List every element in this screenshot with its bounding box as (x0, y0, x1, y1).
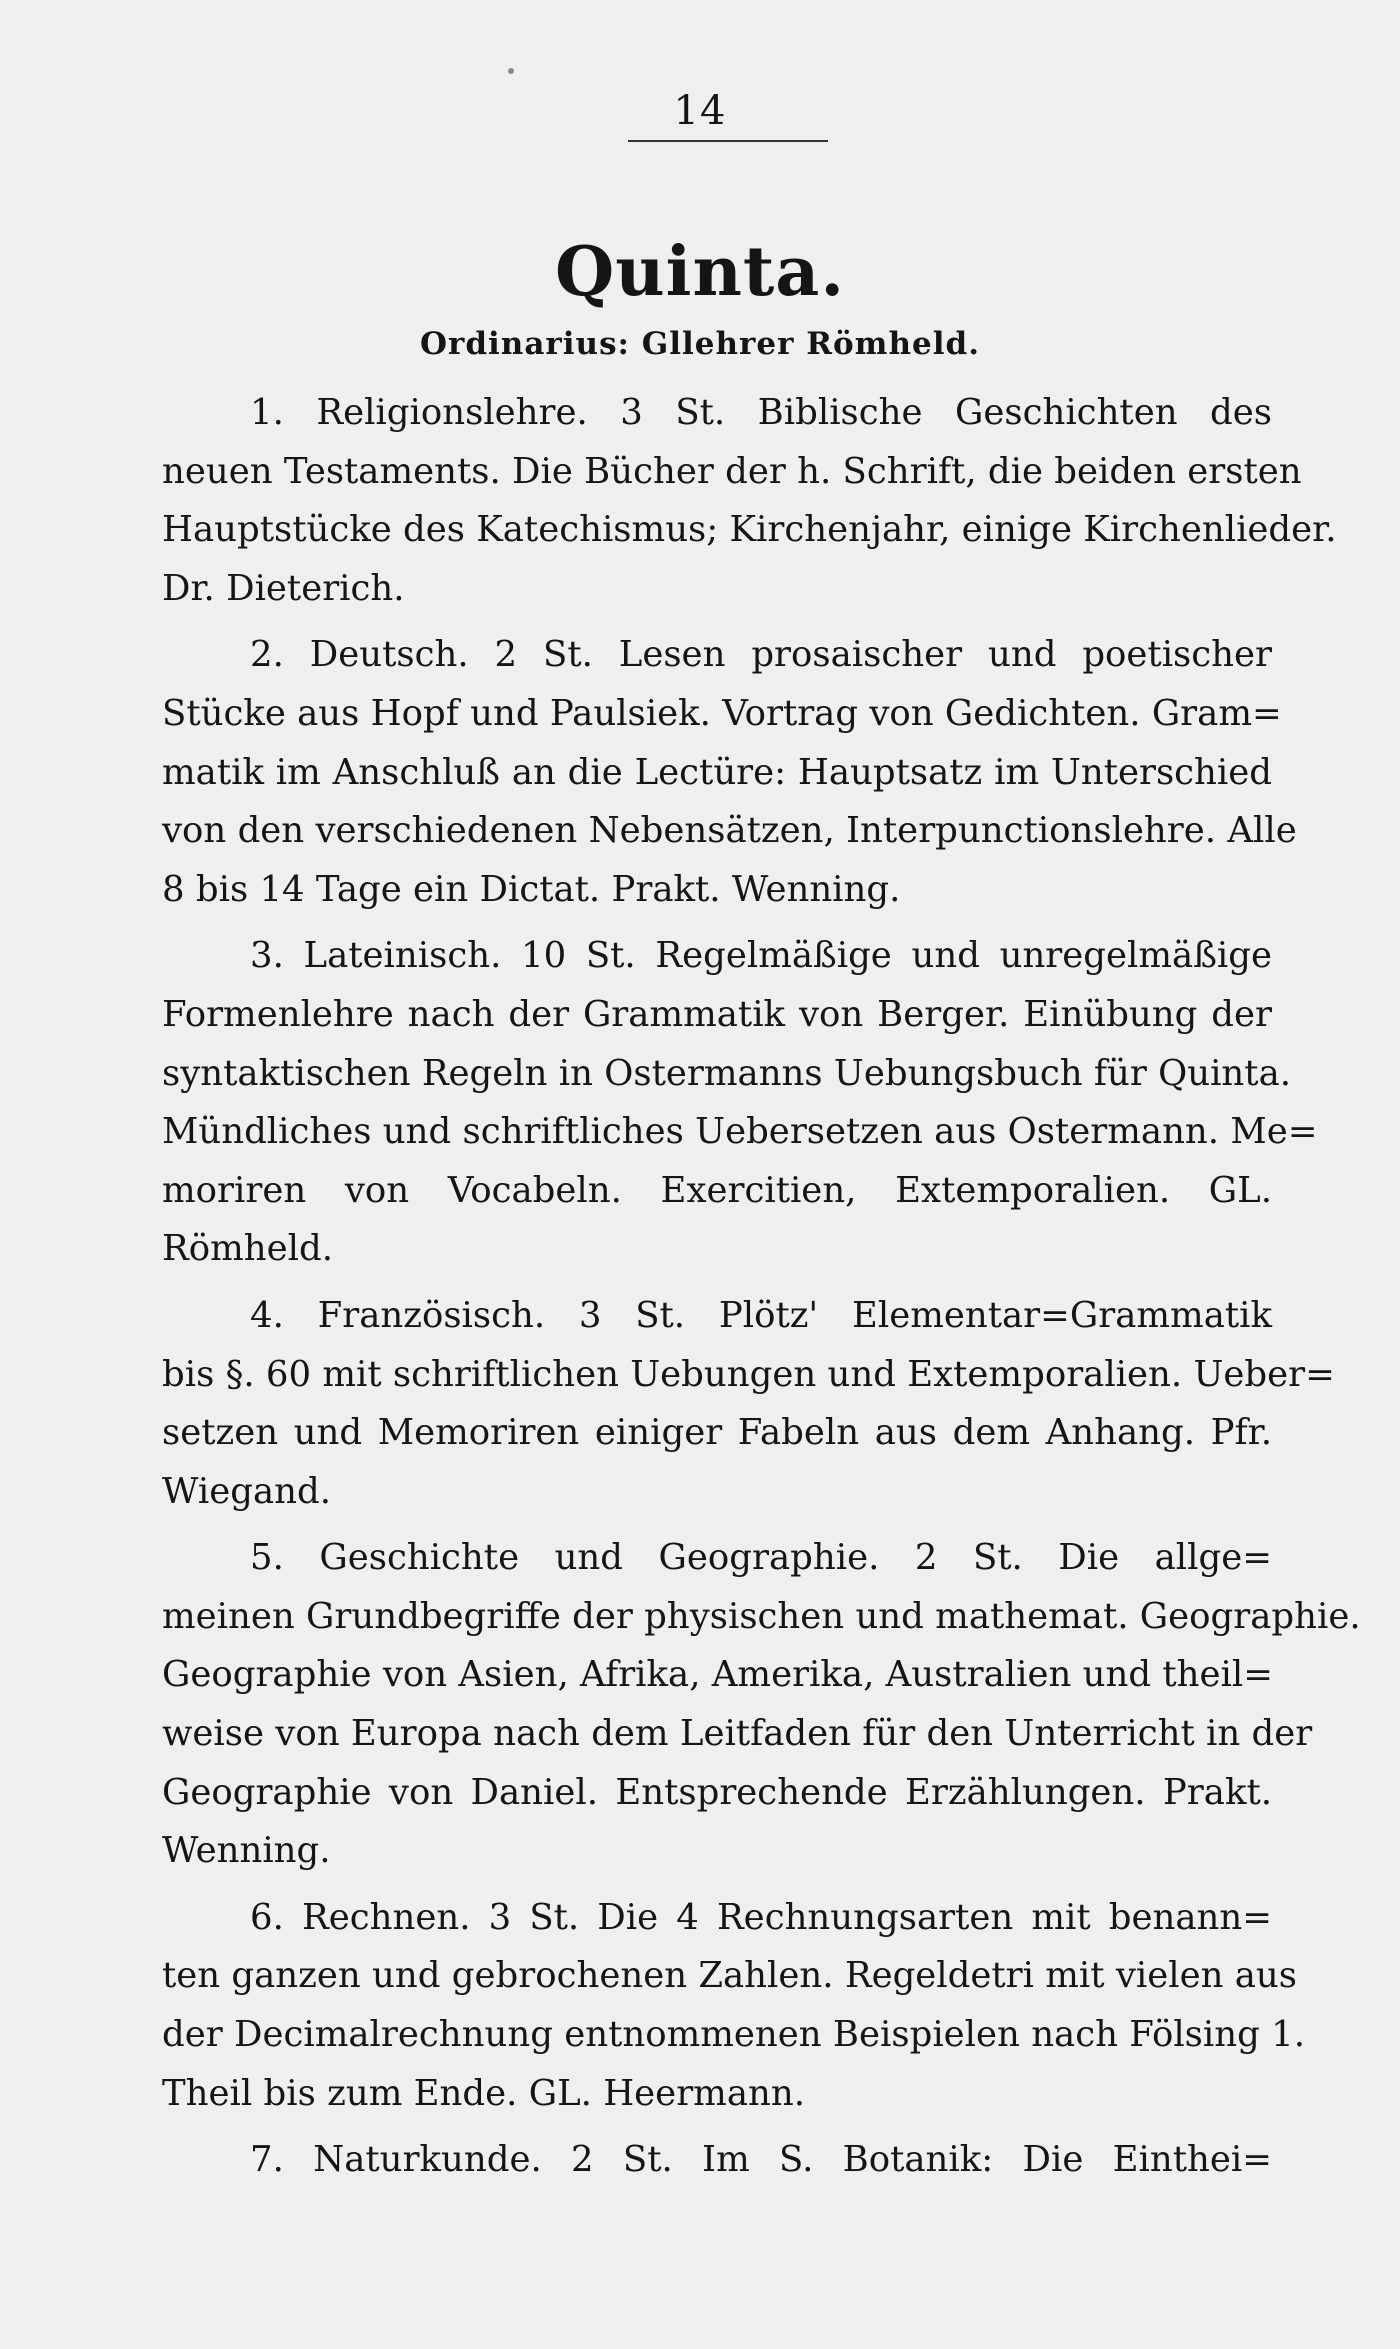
text-line: matik im Anschluß an die Lectüre: Hauptsatz im Unterschied (162, 751, 1272, 793)
subject-lateinisch (162, 927, 1318, 1279)
text-line: Theil bis zum Ende. GL. Heermann. (162, 2072, 806, 2114)
text-line: Dr. Dieterich. (162, 567, 405, 609)
text-line: Geographie von Daniel. Entsprechende Erzählungen. Prakt. (162, 1771, 1272, 1813)
text-line: Römheld. (162, 1228, 333, 1270)
text-line: 2. Deutsch. 2 St. Lesen prosaischer und poetischer (250, 634, 1272, 676)
text-line: weise von Europa nach dem Leitfaden für den Unterricht in der (162, 1713, 1313, 1755)
text-line: setzen und Memoriren einiger Fabeln aus dem Anhang. Pfr. (162, 1412, 1272, 1454)
text-line: Formenlehre nach der Grammatik von Berger. Einübung der (162, 993, 1272, 1035)
subject-franzoesisch (162, 1287, 1335, 1521)
ordinarius-line: Ordinarius: Gllehrer Römheld. (420, 326, 980, 362)
class-heading: Quinta. (554, 232, 846, 312)
text-line: bis §. 60 mit schriftlichen Uebungen und Extemporalien. Ueber= (162, 1353, 1335, 1395)
subject-deutsch (162, 626, 1297, 919)
text-line: Wiegand. (162, 1470, 331, 1512)
text-line: ten ganzen und gebrochenen Zahlen. Regeldetri mit vielen aus (162, 1955, 1298, 1997)
text-line: der Decimalrechnung entnommenen Beispielen nach Fölsing 1. (162, 2014, 1305, 2056)
text-line: Hauptstücke des Katechismus; Kirchenjahr, einige Kirchenlieder. (162, 509, 1337, 551)
text-line: meinen Grundbegriffe der physischen und mathemat. Geographie. (162, 1595, 1361, 1637)
text-line: 5. Geschichte und Geographie. 2 St. Die allge= (250, 1537, 1272, 1579)
text-line: 4. Französisch. 3 St. Plötz' Elementar=Grammatik (250, 1294, 1272, 1336)
ink-speck (508, 68, 514, 74)
text-line: moriren von Vocabeln. Exercitien, Extemporalien. GL. (162, 1169, 1272, 1211)
text-line: Geographie von Asien, Afrika, Amerika, Australien und theil= (162, 1654, 1273, 1696)
page-number-rule (628, 140, 828, 142)
text-line: 7. Naturkunde. 2 St. Im S. Botanik: Die Einthei= (250, 2139, 1272, 2181)
page-number: 14 (673, 88, 727, 134)
text-line: 1. Religionslehre. 3 St. Biblische Geschichten des (250, 392, 1272, 433)
text-line: neuen Testaments. Die Bücher der h. Schrift, die beiden ersten (162, 450, 1302, 492)
text-line: Mündliches und schriftliches Uebersetzen aus Ostermann. Me= (162, 1111, 1318, 1153)
subject-religion (162, 384, 1337, 618)
text-line: Stücke aus Hopf und Paulsiek. Vortrag von Gedichten. Gram= (162, 692, 1282, 734)
text-line: 3. Lateinisch. 10 St. Regelmäßige und unregelmäßige (250, 935, 1272, 977)
subject-rechnen (162, 1889, 1305, 2123)
subject-list (162, 384, 1361, 2198)
subject-naturkunde (162, 2131, 1272, 2190)
text-line: 6. Rechnen. 3 St. Die 4 Rechnungsarten mit benann= (250, 1896, 1272, 1938)
text-line: 8 bis 14 Tage ein Dictat. Prakt. Wenning. (162, 868, 901, 910)
text-line: syntaktischen Regeln in Ostermanns Uebungsbuch für Quinta. (162, 1052, 1292, 1094)
subject-geschichte-geographie (162, 1529, 1361, 1881)
text-line: Wenning. (162, 1830, 331, 1872)
text-line: von den verschiedenen Nebensätzen, Interpunctionslehre. Alle (162, 810, 1297, 852)
